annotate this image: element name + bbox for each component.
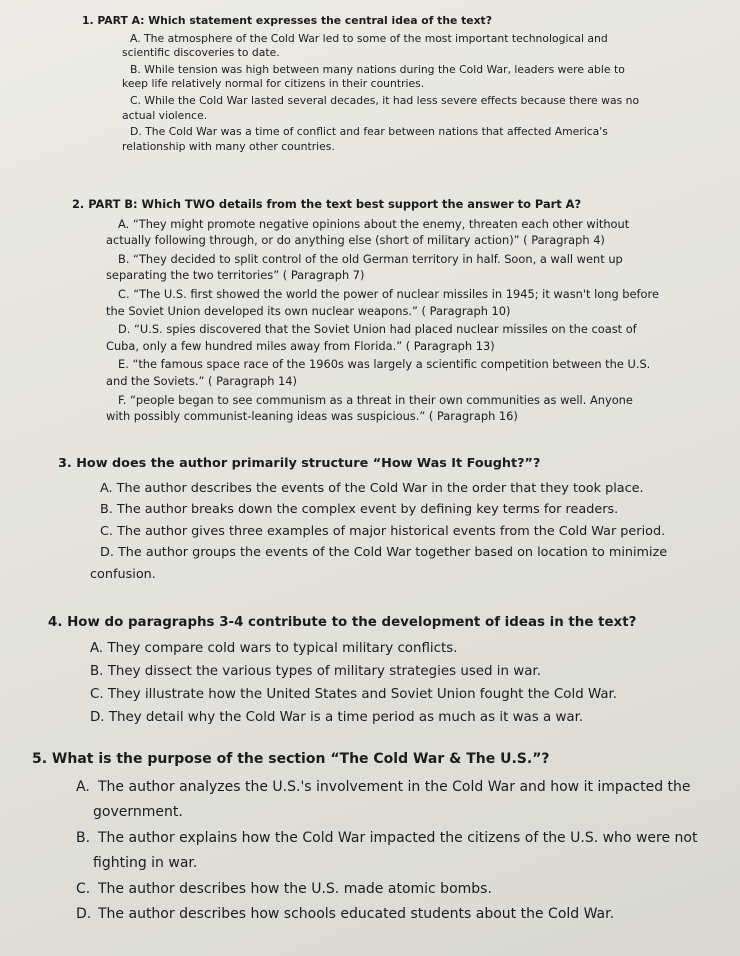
option-text-continued: government. [93,804,183,820]
question-4-option-b[interactable] [90,660,718,683]
question-2-option-c[interactable] [106,286,702,319]
question-1 [82,14,682,156]
question-3-option-d[interactable] [90,542,718,585]
question-3-option-b[interactable] [100,499,718,521]
option-text: B. “They decided to split control of the old German territory in half. Soon, a wall went up [118,251,623,266]
option-letter: C. [76,880,91,897]
option-text: C. The author gives three examples of major historical events from the Cold War period. [100,523,666,539]
option-text: E. “the famous space race of the 1960s was largely a scientific competition between the U.S. [118,357,651,372]
option-text-continued: actually following through, or do anything else (short of military action)” ( Paragraph 4) [106,233,605,248]
option-text: D. The Cold War was a time of conflict and fear between nations that affected America's [130,125,608,139]
option-text-continued: keep life relatively normal for citizens in their countries. [122,77,425,91]
option-text: The author explains how the Cold War impacted the citizens of the U.S. who were not [98,829,698,846]
option-text-continued: relationship with many other countries. [122,139,335,153]
option-text-continued: and the Soviets.” ( Paragraph 14) [106,373,297,388]
option-text: A. The author describes the events of the Cold War in the order that they took place. [100,480,644,496]
option-text-continued: fighting in war. [93,855,198,871]
question-1-option-d[interactable] [122,125,682,154]
question-4-stem: 4. How do paragraphs 3-4 contribute to the development of ideas in the text? [48,615,637,630]
option-text: D. “U.S. spies discovered that the Soviet Union had placed nuclear missiles on the coast of [118,322,637,337]
question-2-option-e[interactable] [106,356,702,389]
question-2 [72,196,702,427]
option-text: C. “The U.S. first showed the world the power of nuclear missiles in 1945; it wasn't long before [118,286,659,301]
question-1-option-c[interactable] [122,93,682,123]
option-text: B. They dissect the various types of military strategies used in war. [90,664,541,679]
option-text: B. The author breaks down the complex event by defining key terms for readers. [100,502,619,518]
option-text-continued: with possibly communist-leaning ideas was suspicious.” ( Paragraph 16) [106,409,518,424]
option-text-continued: the Soviet Union developed its own nuclear weapons.” ( Paragraph 10) [106,303,511,318]
option-text: D. They detail why the Cold War is a time period as much as it was a war. [90,710,584,725]
question-4 [48,611,718,729]
question-3-stem: 3. How does the author primarily structure “How Was It Fought?”? [58,456,541,471]
option-text-continued: Cuba, only a few hundred miles away from Florida.” ( Paragraph 13) [106,338,495,353]
question-1-option-a[interactable] [122,31,682,61]
option-text: F. “people began to see communism as a threat in their own communities as well. Anyone [118,392,633,407]
question-2-option-b[interactable] [106,251,702,284]
question-5-option-d[interactable] [76,902,722,928]
option-text-continued: actual violence. [122,108,208,122]
option-text-continued: scientific discoveries to date. [122,46,280,60]
question-5-option-c[interactable] [76,877,722,903]
option-text: A. The atmosphere of the Cold War led to some of the most important technological and [130,31,608,45]
option-text: A. “They might promote negative opinions about the enemy, threaten each other without [118,216,630,231]
question-4-option-c[interactable] [90,683,718,706]
option-text: The author describes how the U.S. made atomic bombs. [98,880,492,897]
question-5-option-a[interactable] [76,775,722,826]
question-2-option-d[interactable] [106,321,702,354]
option-text: B. While tension was high between many nations during the Cold War, leaders were able to [130,62,625,76]
question-2-option-f[interactable] [106,392,702,425]
option-text: C. While the Cold War lasted several decades, it had less severe effects because there was no [130,93,640,107]
option-letter: A. [76,778,90,795]
option-text: D. The author groups the events of the Cold War together based on location to minimize [100,545,668,561]
option-text: C. They illustrate how the United States and Soviet Union fought the Cold War. [90,687,618,702]
question-2-stem: 2. PART B: Which TWO details from the text best support the answer to Part A? [72,197,582,211]
question-3-option-a[interactable] [100,478,718,500]
option-text-continued: confusion. [90,566,156,582]
question-5-stem: 5. What is the purpose of the section “The Cold War & The U.S.”? [32,751,550,767]
question-3-option-c[interactable] [100,521,718,543]
question-5 [32,747,722,928]
question-2-option-a[interactable] [106,216,702,249]
option-text: The author describes how schools educated students about the Cold War. [98,906,615,922]
option-text: The author analyzes the U.S.'s involvement in the Cold War and how it impacted the [98,778,691,795]
option-letter: D. [76,906,92,922]
question-5-option-b[interactable] [76,826,722,877]
question-4-option-d[interactable] [90,706,718,729]
option-text-continued: separating the two territories” ( Paragraph 7) [106,268,365,283]
question-3 [58,453,718,586]
question-1-stem: 1. PART A: Which statement expresses the central idea of the text? [82,14,492,27]
option-text: A. They compare cold wars to typical military conflicts. [90,641,458,656]
question-1-option-b[interactable] [122,62,682,92]
question-4-option-a[interactable] [90,637,718,660]
option-letter: B. [76,829,91,846]
